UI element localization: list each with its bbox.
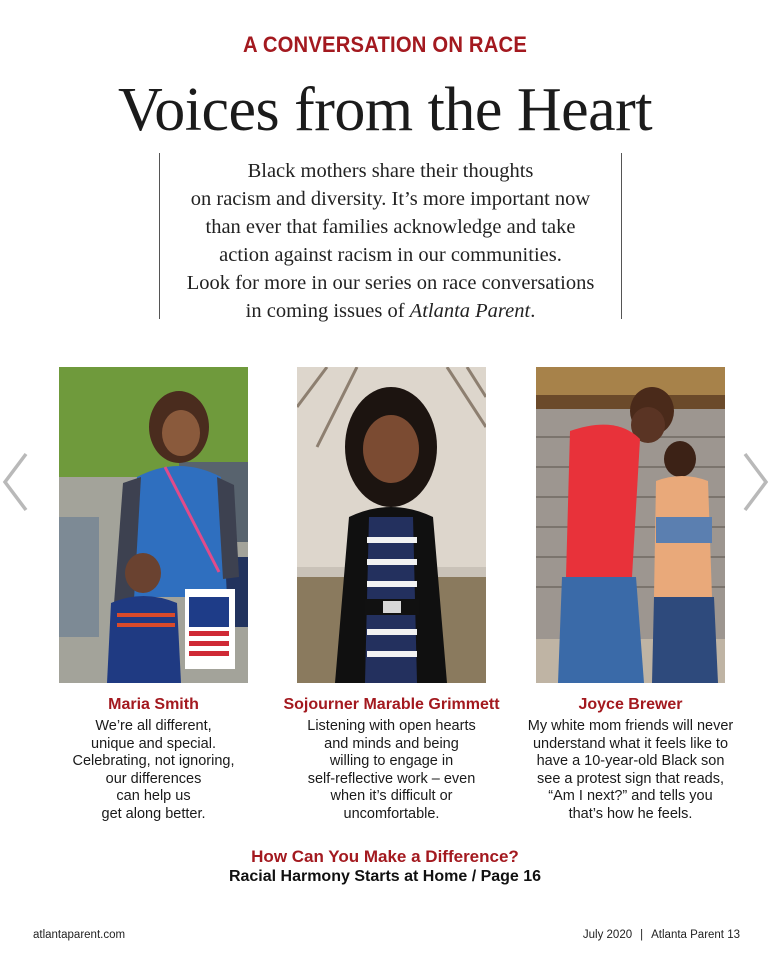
intro-line [160,297,621,325]
intro-box [159,153,622,322]
profile-quote [508,718,753,823]
quote-line: see a protest sign that reads, [537,770,724,787]
quote-line: get along better. [101,805,206,822]
profile-name: Sojourner Marable Grimmett [283,696,500,713]
chevron-right-icon[interactable] [741,450,770,514]
quote-line: when it’s difficult or [330,788,453,804]
intro-line: Black mothers share their thoughts [247,160,534,182]
profile-quote [272,718,511,823]
quote-line: Listening with open hearts [307,718,476,734]
footer-separator: | [640,929,644,941]
footer-page: Atlanta Parent 13 [651,929,740,941]
profile-name: Joyce Brewer [578,696,683,713]
intro-text [160,153,621,325]
profile-name: Maria Smith [108,696,199,713]
intro-line-end: . [530,300,536,322]
chevron-left-icon[interactable] [0,450,30,514]
intro-line-text: in coming issues of [245,300,410,322]
intro-line: Look for more in our series on race conversations [186,272,595,294]
intro-line: action against racism in our communities. [219,244,562,266]
footer-website: atlantaparent.com [33,929,126,941]
quote-line: unique and special. [91,735,216,752]
profile-quote [44,718,263,823]
footer-date: July 2020 [582,929,633,941]
photo-joyce-brewer [536,367,725,683]
quote-line: We’re all different, [95,718,212,734]
intro-line: than ever that families acknowledge and take [205,216,576,238]
cta-subtitle: Racial Harmony Starts at Home / Page 16 [228,868,542,885]
quote-line: understand what it feels like to [532,735,729,752]
quote-line: that’s how he feels. [568,805,693,822]
quote-line: uncomfortable. [343,805,440,822]
footer-folio [583,929,740,941]
quote-line: and minds and being [324,735,459,752]
quote-line: My white mom friends will never [527,718,734,734]
page-title: Voices from the Heart [117,76,653,144]
quote-line: willing to engage in [329,753,454,769]
quote-line: have a 10-year-old Black son [536,753,725,769]
quote-line: self-reflective work – even [307,770,476,787]
quote-line: “Am I next?” and tells you [548,788,713,804]
quote-line: Celebrating, not ignoring, [72,753,235,769]
publication-name: Atlanta Parent [409,300,531,322]
quote-line: our differences [105,770,202,787]
quote-line: can help us [116,788,191,804]
photo-maria-smith [59,367,248,683]
intro-line: on racism and diversity. It’s more important now [190,188,591,210]
photo-sojourner-marable-grimmett [297,367,486,683]
section-kicker: A CONVERSATION ON RACE [242,32,528,57]
cta-title: How Can You Make a Difference? [251,847,519,866]
